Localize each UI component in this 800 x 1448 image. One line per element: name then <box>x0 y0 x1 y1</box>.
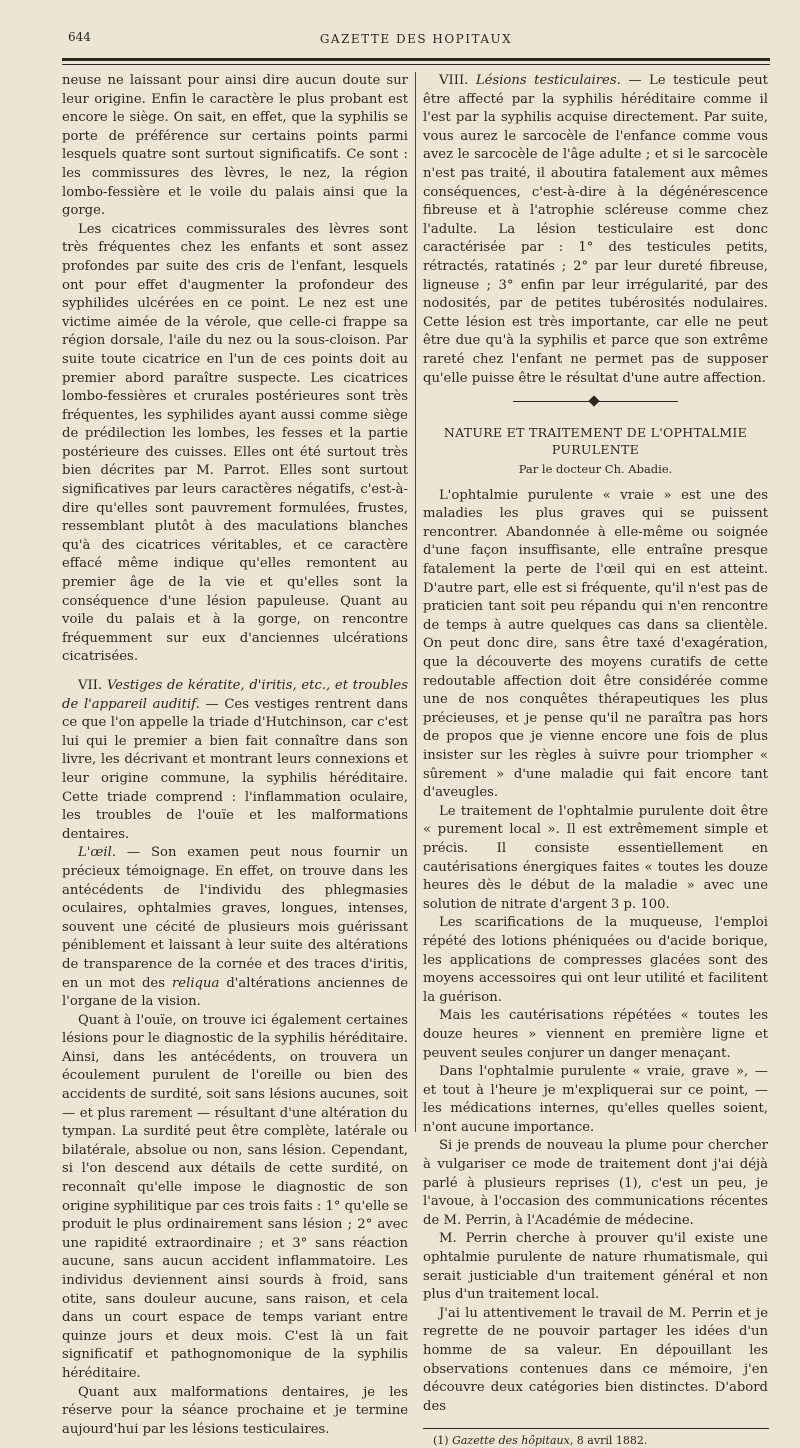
article-paragraph-2: Le traitement de l'ophtalmie purulente doit être « purement local ». Il est extrêmement simple et précis. Il consiste essentiellement en cautérisations énergiques faites « toutes les douze heures dès le début de la maladie » avec une solution de nitrate d'argent 3 p. 100. <box>423 803 768 912</box>
section-vii-title: Vestiges de kératite, d'iritis, etc., et troubles de l'appareil auditif. <box>62 678 408 712</box>
page-header <box>62 30 770 50</box>
section-vii <box>62 677 408 844</box>
section-ornament <box>423 388 768 414</box>
section-viii-text: — Le testicule peut être affecté par la syphilis héréditaire comme il l'est par la syphilis acquise directement. Par suite, vous aurez le sarcocèle de l'enfance comme vous avez le sarcocèle de l'âge adulte ; et si le sarcocèle n'est pas traité, il aboutira fatalement aux mêmes conséquences, c'est-à-dire à la dégénérescence fibreuse et à l'atrophie scléreuse comme chez l'adulte. La lésion testiculaire est donc caractérisée par : 1° des testicules petits, rétractés, ratatinés ; 2° par leur dureté fibreuse, ligneuse ; 3° enfin par leur irrégularité, par des nodosités, par de petites tubérosités nodulaires. Cette lésion est très importante, car elle ne peut être due qu'à la syphilis et parce que son extrême rareté chez l'enfant ne permet pas de supposer qu'elle puisse être le résultat d'une autre affection. <box>423 73 768 386</box>
article-paragraph-3: Les scarifications de la muqueuse, l'emploi répété des lotions phéniquées ou d'acide borique, les applications de compresses glacées sont des moyens accessoires qui ont leur utilité et facilitent la guérison. <box>423 915 768 1005</box>
left-column <box>62 72 408 1439</box>
eye-label: L'œil. <box>78 845 117 861</box>
footnote-date: , 8 avril 1882. <box>569 1434 648 1448</box>
section-vii-label: VII. <box>78 678 103 693</box>
footnote <box>423 1433 768 1448</box>
header-rule-thick <box>62 58 770 61</box>
paragraph-scars-sites: Les cicatrices commissurales des lèvres sont très fréquentes chez les enfants et sont assez profondes par suite des cris de l'enfant, lesquels ont pour effet d'augmenter la profondeur des syphilides ulcérées en ce point. Le nez est une victime aimée de la vérole, que celle-ci frappe sa région dorsale, l'aile du nez ou la sous-cloison. Par suite toute cicatrice en l'un de ces points doit au premier abord paraître suspecte. Les cicatrices lombo-fessières et crurales postérieures sont très fréquentes, les syphilides ayant aussi comme siège de prédilection les lombes, les fesses et la partie postérieure des cuisses. Elles ont été surtout très bien décrites par M. Parrot. Elles sont surtout significatives par leurs caractères négatifs, c'est-à-dire qu'elles sont pauvrement formulées, frustes, ressemblant plutôt à des maculations blanches qu'à des cicatrices véritables, et ce caractère effacé même indique qu'elles remontent au premier âge de la vie et qu'elles sont la conséquence d'une lésion papuleuse. Quant au voile du palais et à la gorge, on rencontre fréquemment sur eux d'anciennes ulcérations cicatrisées. <box>62 221 408 665</box>
eye-text-em: reliqua <box>172 975 220 991</box>
article-paragraph-8: J'ai lu attentivement le travail de M. Perrin et je regrette de ne pouvoir partager les idées d'un homme de sa valeur. En dépouillant les observations contenues dans ce mémoire, j'en découvre deux catégories bien distinctes. D'abord des <box>423 1305 768 1414</box>
paragraph-hearing: Quant à l'ouïe, on trouve ici également certaines lésions pour le diagnostic de la syphilis héréditaire. Ainsi, dans les antécédents, on trouvera un écoulement purulent de l'oreille ou bien des accidents de surdité, soit sans lésions aucunes, soit — et plus rarement — résultant d'une altération du tympan. La surdité peut être complète, latérale ou bilatérale, absolue ou non, sans lésion. Cependant, si l'on descend aux détails de cette surdité, on reconnaît qu'elle impose le diagnostic de son origine syphilitique par ces trois faits : 1° qu'elle se produit le plus ordinairement sans lésion ; 2° avec une rapidité extraordinaire ; et 3° sans réaction aucune, sans aucun accident inflammatoire. Les individus deviennent ainsi sourds à froid, sans otite, sans douleur aucune, sans raison, et cela dans un court espace de temps variant entre quinze jours et deux mois. C'est là un fait significatif et pathognomonique de la syphilis héréditaire. <box>62 1012 408 1381</box>
section-vii-text: — Ces vestiges rentrent dans ce que l'on appelle la triade d'Hutchinson, car c'est lui qui le premier a bien fait connaître dans son livre, les décrivant et montrant leurs connexions et leur origine commune, la syphilis héréditaire. Cette triade comprend : l'inflammation oculaire, les troubles de l'ouïe et les malformations dentaires. <box>62 696 408 842</box>
footnote-number: (1) <box>433 1434 453 1448</box>
eye-text-b: d'altérations anciennes de l'organe de la vision. <box>62 975 409 1010</box>
article-byline: Par le docteur Ch. Abadie. <box>518 462 673 477</box>
paragraph-scars-intro: neuse ne laissant pour ainsi dire aucun doute sur leur origine. Enfin le caractère le plus probant est encore le siège. On sait, en effet, que la syphilis se porte de préférence sur certains points parmi lesquels quatre sont surtout significatifs. Ce sont : les commissures des lèvres, le nez, la région lombo-fessière et le voile du palais ainsi que la gorge. <box>62 73 408 219</box>
article-paragraph-1: L'ophtalmie purulente « vraie » est une des maladies les plus graves qui se puissent rencontrer. Abandonnée à elle-même ou soignée d'une façon insuffisante, elle entraîne presque fatalement la perte de l'œil qui en est atteint. D'autre part, elle est si fréquente, qu'il n'est pas de praticien tant soit peu répandu qui n'en rencontre de temps à autre quelques cas dans sa clientèle. On peut donc dire, sans être taxé d'exagération, que la découverte des moyens curatifs de cette redoutable affection doit être considérée comme une de nos conquêtes thérapeutiques les plus précieuses, et je pense qu'il ne paraîtra pas hors de propos que je vienne encore une fois de plus insister sur les règles à suivre pour triompher « sûrement » d'une maladie qui fait encore tant d'aveugles. <box>423 487 768 801</box>
header-rule-thin <box>62 64 770 65</box>
section-viii-label: VIII. <box>439 73 469 88</box>
right-column <box>423 72 768 1448</box>
paragraph-eye <box>62 844 408 1011</box>
article-paragraph-6: Si je prends de nouveau la plume pour chercher à vulgariser ce mode de traitement dont j'ai déjà parlé à plusieurs reprises (1), c'est un peu, je l'avoue, à l'occasion des communications récentes de M. Perrin, à l'Académie de médecine. <box>423 1138 768 1228</box>
footnote-rule <box>423 1428 769 1429</box>
footnote-source: Gazette des hôpitaux <box>452 1434 570 1448</box>
column-divider <box>415 72 416 1132</box>
article-title: NATURE ET TRAITEMENT DE L'OPHTALMIE PURULENTE <box>443 425 748 458</box>
article-paragraph-4: Mais les cautérisations répétées « toutes les douze heures » viennent en première ligne et peuvent seules conjurer un danger menaçant. <box>423 1008 768 1061</box>
ornament-diamond <box>588 395 599 406</box>
eye-text-a: — Son examen peut nous fournir un précieux témoignage. En effet, on trouve dans les antécédents de l'individu des phlegmasies oculaires, ophtalmies graves, longues, intenses, souvent une cécité de plusieurs mois guérissant péniblement et laissant à leur suite des altérations de transparence de la cornée et des traces d'iritis, en un mot des <box>62 845 408 991</box>
page-number: 644 <box>68 30 91 44</box>
journal-title: GAZETTE DES HOPITAUX <box>319 32 513 46</box>
section-viii <box>423 72 768 388</box>
paragraph-teeth: Quant aux malformations dentaires, je les réserve pour la séance prochaine et je termine aujourd'hui par les lésions testiculaires. <box>62 1384 408 1437</box>
article-paragraph-7: M. Perrin cherche à prouver qu'il existe une ophtalmie purulente de nature rhumatismale, qui serait justiciable d'un traitement général et non plus d'un traitement local. <box>423 1231 768 1303</box>
section-viii-title: Lésions testiculaires. <box>475 73 621 88</box>
article-paragraph-5: Dans l'ophtalmie purulente « vraie, grave », — et tout à l'heure je m'expliquerai sur ce point, — les médications internes, qu'elles quelles soient, n'ont aucune importance. <box>423 1064 768 1135</box>
